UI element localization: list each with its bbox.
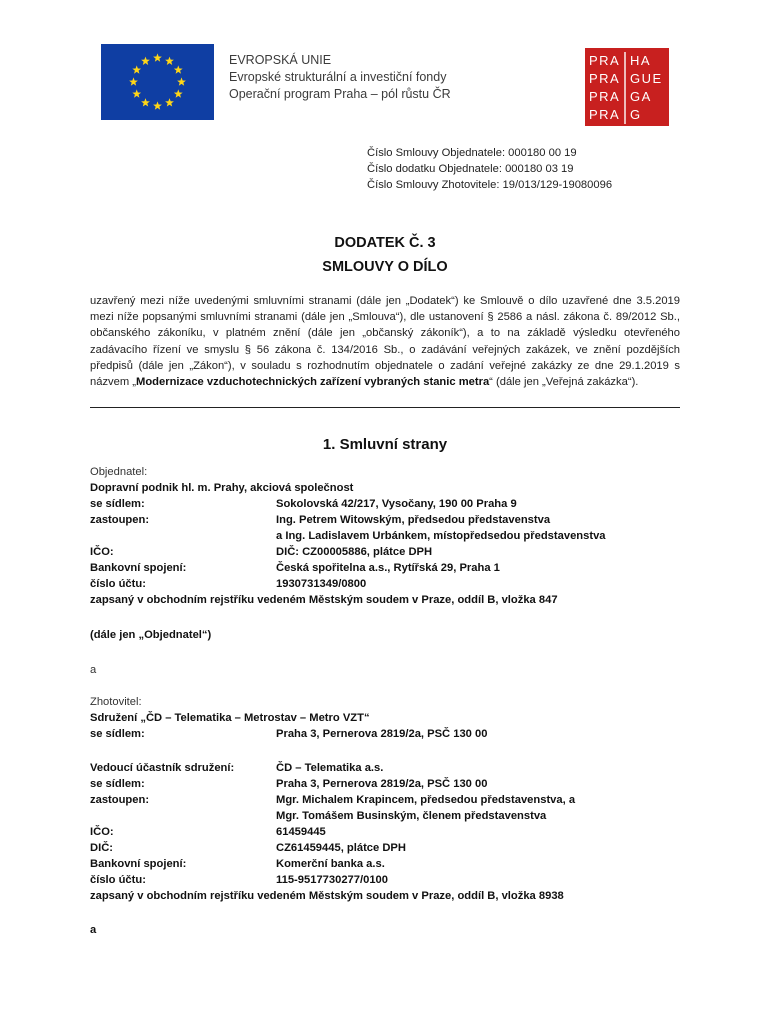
eu-star-icon (141, 57, 150, 65)
contract-references (367, 145, 612, 193)
ref-line-3: Číslo Smlouvy Zhotovitele: 19/013/129-19080096 (367, 179, 613, 191)
zhotovitel-row: se sídlem: Praha 3, Pernerova 2819/2a, PSČ 130 00 (90, 778, 488, 790)
eu-logo-text (229, 52, 451, 103)
eu-logo-line-1: EVROPSKÁ UNIE (229, 53, 332, 67)
conjunction: a (90, 664, 97, 676)
zhotovitel-row: zastoupen: Mgr. Michalem Krapincem, předsedou představenstva, a (90, 794, 576, 806)
eu-logo-line-3: Operační program Praha – pól růstu ČR (229, 87, 451, 101)
intro-text: uzavřený mezi níže uvedenými smluvními stranami (dále jen „Dodatek“) ke Smlouvě o dílo uzavřené dne 3.5.2019 mezi níže popsanými smluvními stranami (dále jen „Smlouva“), dle ustanovení § 2586 a násl. zákona č. 89/2012 Sb., občanského zákoníku, v platném znění (dále jen „občanský zákoník“), a to na základě výsledku otevřeného zadávacího řízení ve smyslu § 56 zákona č. 134/2016 Sb., o zadávání veřejných zakázek, ve znění pozdějších předpisů (dále jen „Zákon“), v souladu s rozhodnutím objednatele o zadání veřejné zakázky ze dne 29.1.2019 s názvem „ (90, 295, 680, 389)
zhotovitel-seat: se sídlem: Praha 3, Pernerova 2819/2a, PSČ 130 00 (90, 728, 488, 740)
objednatel-label: Objednatel: (90, 466, 148, 478)
divider (90, 407, 680, 408)
project-name: Modernizace vzduchotechnických zařízení vybraných stanic metra (136, 376, 490, 389)
zhotovitel-row: DIČ: CZ61459445, plátce DPH (90, 842, 406, 854)
eu-logo-line-2: Evropské strukturální a investiční fondy (229, 70, 447, 84)
ref-line-2: Číslo dodatku Objednatele: 000180 03 19 (367, 163, 574, 175)
zhotovitel-register: zapsaný v obchodním rejstříku vedeném Městským soudem v Praze, oddíl B, vložka 8938 (90, 890, 564, 902)
eu-star-icon (141, 98, 150, 106)
lead-member-block (90, 760, 690, 904)
document-title: DODATEK Č. 3 (334, 235, 436, 251)
conjunction: a (90, 924, 97, 936)
zhotovitel-row: číslo účtu: 115-9517730277/0100 (90, 874, 388, 886)
objednatel-row: se sídlem: Sokolovská 42/217, Vysočany, 190 00 Praha 9 (90, 498, 517, 510)
eu-star-icon (165, 98, 174, 106)
objednatel-alias: (dále jen „Objednatel“) (90, 629, 212, 641)
eu-star-icon (153, 53, 162, 61)
praha-logo-cell: PRA (589, 71, 621, 86)
objednatel-row: číslo účtu: 1930731349/0800 (90, 578, 367, 590)
objednatel-row: a Ing. Ladislavem Urbánkem, místopředsedou představenstva (276, 530, 606, 542)
intro-text-end: “ (dále jen „Veřejná zakázka“). (489, 376, 639, 389)
praha-logo-cell: GA (630, 89, 652, 104)
eu-star-icon (177, 77, 186, 85)
eu-star-icon (129, 77, 138, 85)
objednatel-row: Bankovní spojení: Česká spořitelna a.s., Rytířská 29, Praha 1 (90, 562, 500, 574)
zhotovitel-block (90, 694, 690, 742)
objednatel-block (90, 464, 690, 608)
document-subtitle: SMLOUVY O DÍLO (322, 259, 448, 275)
praha-logo-cell: PRA (589, 89, 621, 104)
zhotovitel-row: Bankovní spojení: Komerční banka a.s. (90, 858, 385, 870)
eu-star-icon (153, 101, 162, 109)
objednatel-row: IČO: DIČ: CZ00005886, plátce DPH (90, 546, 433, 558)
zhotovitel-row: IČO: 61459445 (90, 826, 326, 838)
zhotovitel-row: Mgr. Tomášem Businským, členem představenstva (276, 810, 547, 822)
praha-logo-cell: G (630, 107, 642, 122)
objednatel-row: zastoupen: Ing. Petrem Witowským, předsedou představenstva (90, 514, 551, 526)
praha-logo (585, 48, 669, 126)
praha-logo-cell: PRA (589, 107, 621, 122)
zhotovitel-row: Vedoucí účastník sdružení: ČD – Telematika a.s. (90, 762, 384, 774)
zhotovitel-label: Zhotovitel: (90, 696, 142, 708)
eu-flag-logo (101, 44, 214, 120)
zhotovitel-name: Sdružení „ČD – Telematika – Metrostav – Metro VZT“ (90, 712, 370, 724)
eu-star-icon (132, 65, 141, 73)
praha-logo-cell: HA (630, 53, 652, 68)
eu-star-icon (174, 89, 183, 97)
eu-star-icon (165, 57, 174, 65)
praha-logo-cell: GUE (630, 71, 663, 86)
intro-paragraph (90, 293, 680, 390)
eu-star-icon (132, 89, 141, 97)
eu-stars-icon (101, 44, 214, 120)
eu-star-icon (174, 65, 183, 73)
objednatel-name: Dopravní podnik hl. m. Prahy, akciová společnost (90, 482, 354, 494)
objednatel-register: zapsaný v obchodním rejstříku vedeném Městským soudem v Praze, oddíl B, vložka 847 (90, 594, 558, 606)
praha-logo-cell: PRA (589, 53, 621, 68)
ref-line-1: Číslo Smlouvy Objednatele: 000180 00 19 (367, 147, 577, 159)
section-heading: 1. Smluvní strany (322, 436, 448, 453)
